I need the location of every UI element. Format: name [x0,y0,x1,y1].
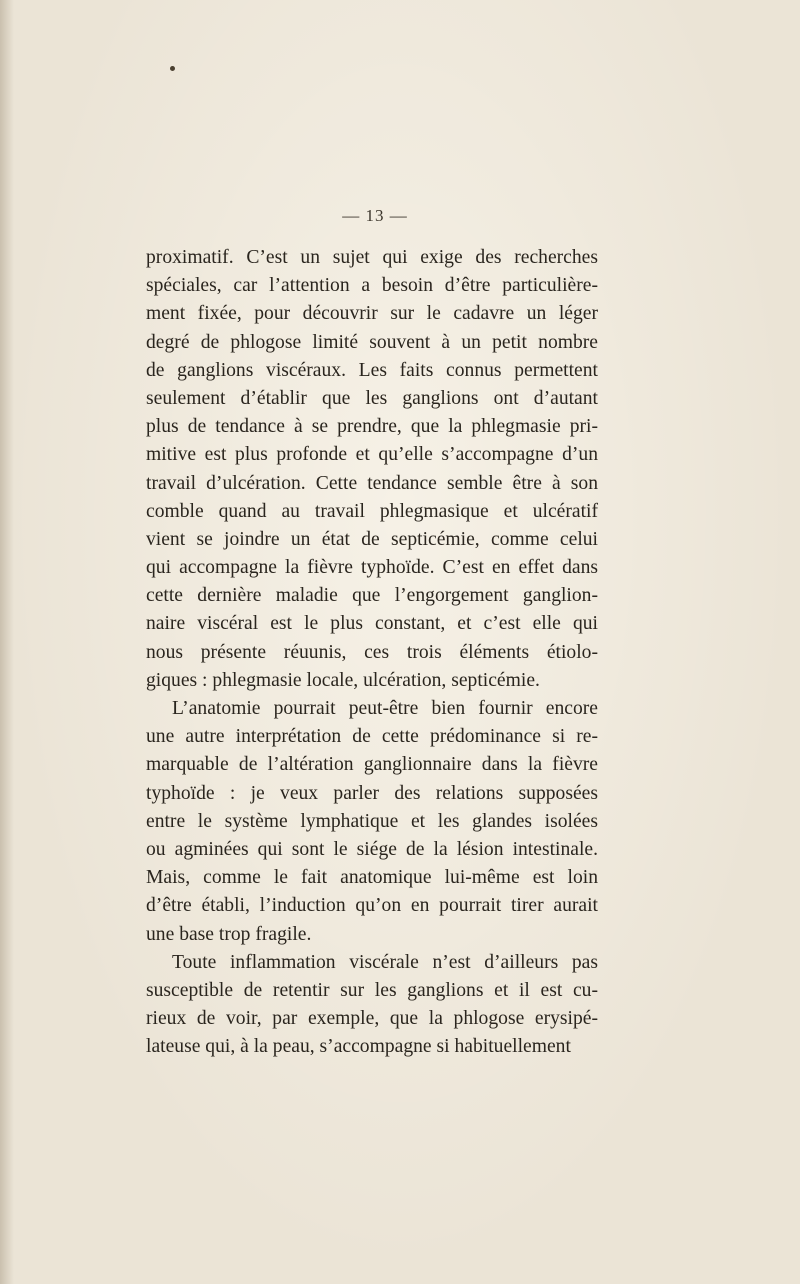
text-line: spéciales, car l’attention a besoin d’être particulière- [146,275,598,297]
text-line: L’anatomie pourrait peut-être bien fournir encore [172,698,598,719]
text-line: plus de tendance à se prendre, que la phlegmasie pri- [146,416,598,438]
text-line: seulement d’établir que les ganglions ont d’autant [146,387,598,409]
text-line: ment fixée, pour découvrir sur le cadavre un léger [146,303,598,325]
text-line: proximatif. C’est un sujet qui exige des recherches [146,247,598,268]
text-line: giques : phlegmasie locale, ulcération, septicémie. [146,669,540,691]
text-line: ou agminées qui sont le siége de la lésion intestinale. [146,838,598,860]
text-line: qui accompagne la fièvre typhoïde. C’est en effet dans [146,557,598,579]
text-line: vient se joindre un état de septicémie, comme celui [146,528,598,550]
body-text [146,244,598,1061]
text-line: typhoïde : je veux parler des relations supposées [146,782,598,804]
text-line: naire viscéral est le plus constant, et c’est elle qui [146,613,598,635]
text-line: une autre interprétation de cette prédominance si re- [146,726,598,748]
text-line: susceptible de retentir sur les ganglions et il est cu- [146,979,598,1001]
text-line: Mais, comme le fait anatomique lui-même est loin [146,867,598,889]
text-line: de ganglions viscéraux. Les faits connus permettent [146,359,598,381]
text-line: travail d’ulcération. Cette tendance semble être à son [146,472,598,494]
text-line: degré de phlogose limité souvent à un petit nombre [146,331,598,353]
text-line: mitive est plus profonde et qu’elle s’accompagne d’un [146,444,598,466]
page-edge-shadow [0,0,14,1284]
text-line: une base trop fragile. [146,923,312,945]
text-line: comble quand au travail phlegmasique et ulcératif [146,500,598,522]
ink-speck [170,66,175,71]
page-number-header: — 13 — [342,206,408,225]
text-line: marquable de l’altération ganglionnaire dans la fièvre [146,754,598,776]
text-line: lateuse qui, à la peau, s’accompagne si habituellement [146,1036,571,1058]
text-line: d’être établi, l’induction qu’on en pourrait tirer aurait [146,895,598,917]
text-line: rieux de voir, par exemple, que la phlogose erysipé- [146,1008,598,1030]
text-line: entre le système lymphatique et les glandes isolées [146,810,598,832]
text-line: Toute inflammation viscérale n’est d’ailleurs pas [172,951,598,973]
text-line: cette dernière maladie que l’engorgement ganglion- [146,585,598,607]
text-line: nous présente réuunis, ces trois éléments étiolo- [146,641,598,663]
